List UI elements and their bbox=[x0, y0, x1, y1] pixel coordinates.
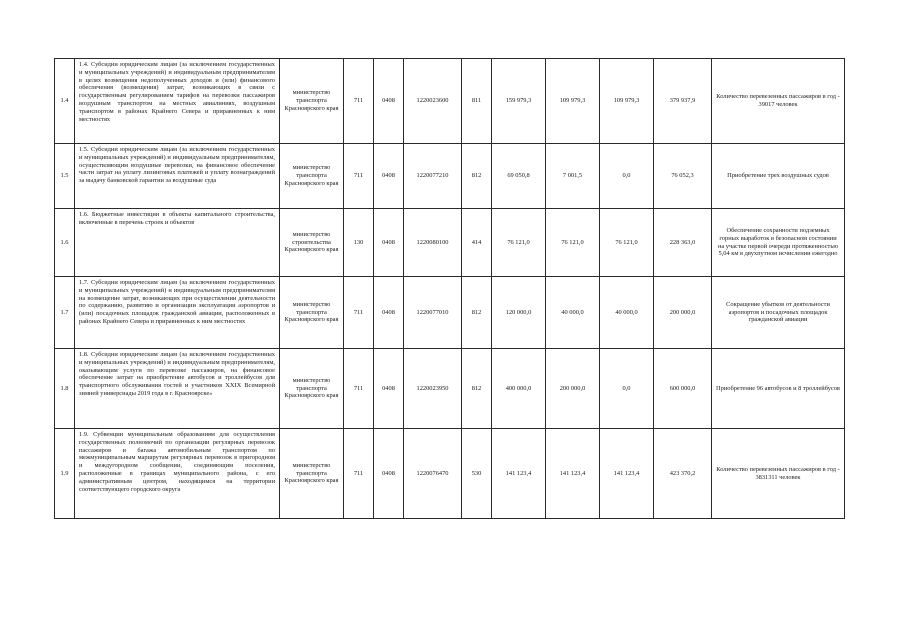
table-row bbox=[55, 144, 845, 209]
row-result: Приобретение 96 автобусов и 8 троллейбусов bbox=[712, 349, 845, 429]
row-csr: 1220023600 bbox=[404, 59, 462, 144]
row-total: 379 937,9 bbox=[654, 59, 712, 144]
row-year3: 76 121,0 bbox=[600, 209, 654, 277]
row-description: 1.9. Субвенции муниципальным образованиям для осуществления государственных полномочий по организации регулярных перевозок пассажиров и багажа автомобильным транспортом по межмуниципальным маршрутам регулярных перевозок в пригородном и междугородном сообщении, соединяющим поселения, расположенные в границах муниципального района, с его административным центром, находящимся на территории соответствующего городского округа bbox=[75, 429, 280, 519]
row-description: 1.4. Субсидии юридическим лицам (за исключением государственных и муниципальных учреждений) и индивидуальным предпринимателям в целях возмещения недополученных доходов и (или) финансового обеспечения (возмещения) затрат, возникающих в связи с государственным регулированием тарифов на перевозки пассажиров воздушным транспортом на местных авиалиниях, воздушным транспортом в районах Крайнего Севера и приравненных к ним местностях bbox=[75, 59, 280, 144]
row-year2: 200 000,0 bbox=[546, 349, 600, 429]
row-result: Количество перевезенных пассажиров в год - 39017 человек bbox=[712, 59, 845, 144]
row-rzpr: 0408 bbox=[374, 144, 404, 209]
row-number: 1.8 bbox=[55, 349, 75, 429]
row-ministry: министерство строительства Красноярского края bbox=[280, 209, 344, 277]
row-year3: 141 123,4 bbox=[600, 429, 654, 519]
table-row bbox=[55, 277, 845, 349]
row-year3: 40 000,0 bbox=[600, 277, 654, 349]
row-grbs: 711 bbox=[344, 144, 374, 209]
row-year1: 76 121,0 bbox=[492, 209, 546, 277]
row-csr: 1220076470 bbox=[404, 429, 462, 519]
row-year1: 69 050,8 bbox=[492, 144, 546, 209]
row-vr: 811 bbox=[462, 59, 492, 144]
row-year2: 7 001,5 bbox=[546, 144, 600, 209]
table-row bbox=[55, 59, 845, 144]
budget-table bbox=[54, 58, 845, 519]
row-vr: 812 bbox=[462, 144, 492, 209]
row-csr: 1220080100 bbox=[404, 209, 462, 277]
row-number: 1.4 bbox=[55, 59, 75, 144]
row-csr: 1220077010 bbox=[404, 277, 462, 349]
row-grbs: 711 bbox=[344, 277, 374, 349]
row-number: 1.9 bbox=[55, 429, 75, 519]
row-total: 200 000,0 bbox=[654, 277, 712, 349]
row-year2: 109 979,3 bbox=[546, 59, 600, 144]
row-rzpr: 0408 bbox=[374, 349, 404, 429]
row-total: 228 363,0 bbox=[654, 209, 712, 277]
table-row bbox=[55, 429, 845, 519]
row-year2: 76 121,0 bbox=[546, 209, 600, 277]
row-ministry: министерство транспорта Красноярского края bbox=[280, 59, 344, 144]
row-ministry: министерство транспорта Красноярского края bbox=[280, 277, 344, 349]
row-year1: 400 000,0 bbox=[492, 349, 546, 429]
row-vr: 812 bbox=[462, 277, 492, 349]
row-result: Приобретение трех воздушных судов bbox=[712, 144, 845, 209]
row-total: 600 000,0 bbox=[654, 349, 712, 429]
row-grbs: 130 bbox=[344, 209, 374, 277]
row-year3: 0,0 bbox=[600, 349, 654, 429]
row-ministry: министерство транспорта Красноярского края bbox=[280, 349, 344, 429]
row-rzpr: 0408 bbox=[374, 209, 404, 277]
row-ministry: министерство транспорта Красноярского края bbox=[280, 144, 344, 209]
row-year3: 0,0 bbox=[600, 144, 654, 209]
row-year2: 141 123,4 bbox=[546, 429, 600, 519]
row-rzpr: 0408 bbox=[374, 429, 404, 519]
row-number: 1.5 bbox=[55, 144, 75, 209]
row-result: Количество перевезенных пассажиров в год - 3831311 человек bbox=[712, 429, 845, 519]
row-vr: 530 bbox=[462, 429, 492, 519]
row-year3: 109 979,3 bbox=[600, 59, 654, 144]
row-csr: 1220023950 bbox=[404, 349, 462, 429]
row-vr: 812 bbox=[462, 349, 492, 429]
row-year1: 120 000,0 bbox=[492, 277, 546, 349]
row-result: Сокращение убытков от деятельности аэропортов и посадочных площадок гражданской авиации bbox=[712, 277, 845, 349]
row-rzpr: 0408 bbox=[374, 59, 404, 144]
row-total: 423 370,2 bbox=[654, 429, 712, 519]
row-description: 1.7. Субсидии юридическим лицам (за исключением государственных и муниципальных учреждений) и индивидуальным предпринимателям на возмещение затрат, возникающих при осуществлении деятельности по содержанию, развитию и организации эксплуатации аэропортов и (или) посадочных площадок гражданской авиации, расположенных в районах Крайнего Севера и приравненных к ним местностях bbox=[75, 277, 280, 349]
table-row bbox=[55, 209, 845, 277]
row-year1: 159 979,3 bbox=[492, 59, 546, 144]
row-total: 76 052,3 bbox=[654, 144, 712, 209]
row-year1: 141 123,4 bbox=[492, 429, 546, 519]
row-vr: 414 bbox=[462, 209, 492, 277]
row-number: 1.7 bbox=[55, 277, 75, 349]
row-description: 1.5. Субсидии юридическим лицам (за исключением государственных и муниципальных учреждений) и индивидуальным предпринимателям, осуществляющим воздушные перевозки, на финансовое обеспечение части затрат на уплату лизинговых платежей и уплату вознаграждений за выдачу банковской гарантии за воздушные суда bbox=[75, 144, 280, 209]
row-year2: 40 000,0 bbox=[546, 277, 600, 349]
row-grbs: 711 bbox=[344, 429, 374, 519]
table-row bbox=[55, 349, 845, 429]
row-grbs: 711 bbox=[344, 349, 374, 429]
row-result: Обеспечение сохранности подземных горных выработок в безопасном состоянии на участке первой очереди протяженностью 5,04 км в двухпутном исчислении ежегодно bbox=[712, 209, 845, 277]
row-rzpr: 0408 bbox=[374, 277, 404, 349]
row-description: 1.8. Субсидии юридическим лицам (за исключением государственных и муниципальных учреждений) и индивидуальным предпринимателям, оказывающим услуги по перевозке пассажиров, на финансовое обеспечение затрат на приобретение автобусов и троллейбусов для транспортного обслуживания гостей и участников XXIX Всемирной зимней универсиады 2019 года в г. Красноярске» bbox=[75, 349, 280, 429]
row-description: 1.6. Бюджетные инвестиции в объекты капитального строительства, включенные в перечень строек и объектов bbox=[75, 209, 280, 277]
row-ministry: министерство транспорта Красноярского края bbox=[280, 429, 344, 519]
row-csr: 1220077210 bbox=[404, 144, 462, 209]
row-grbs: 711 bbox=[344, 59, 374, 144]
row-number: 1.6 bbox=[55, 209, 75, 277]
